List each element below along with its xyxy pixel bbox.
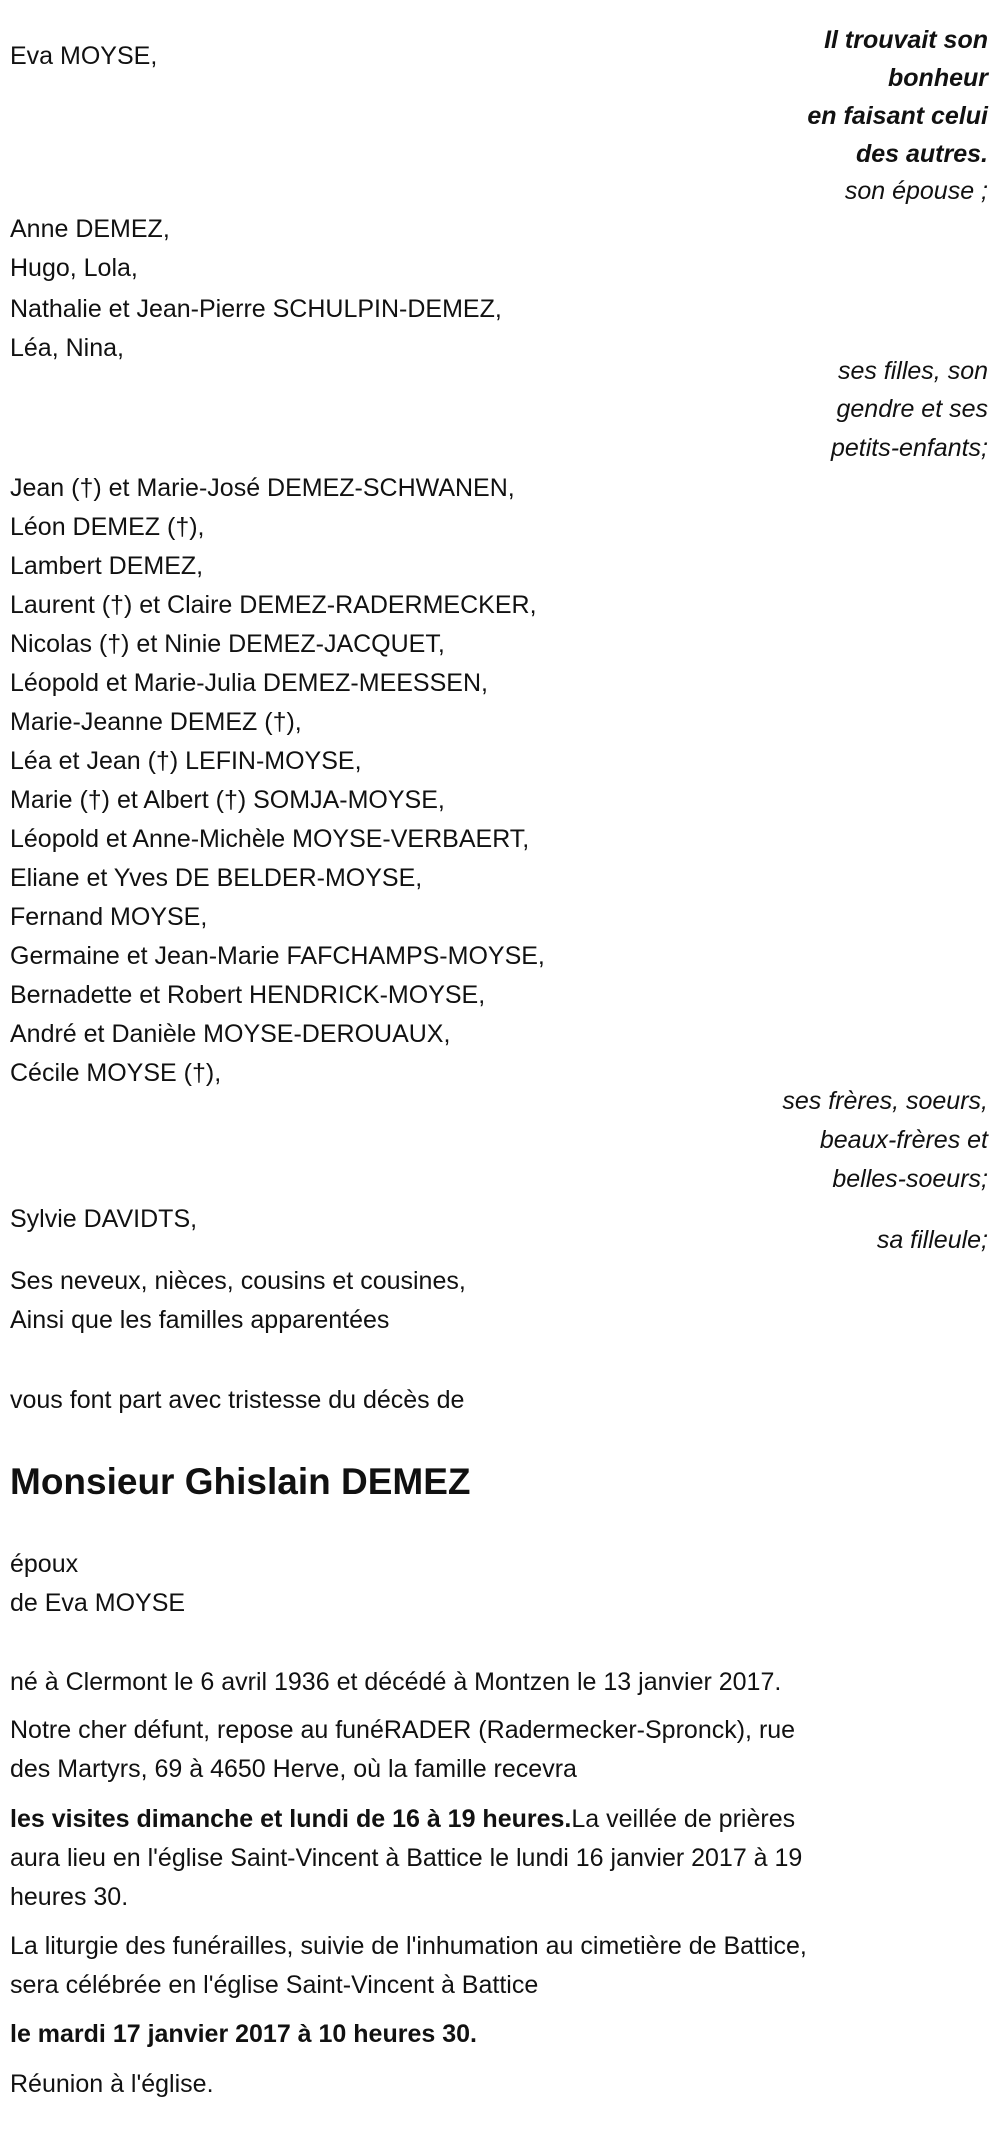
sibling-name: Léopold et Anne-Michèle MOYSE-VERBAERT, [10,825,530,853]
announcement: vous font part avec tristesse du décès de [10,1386,465,1414]
sibling-name: Nicolas (†) et Ninie DEMEZ-JACQUET, [10,630,445,658]
quote-line: bonheur [888,64,988,92]
quote-line: des autres. [855,140,988,168]
children-role: ses filles, son [837,357,988,385]
sibling-name: Eliane et Yves DE BELDER-MOYSE, [10,864,423,892]
visits-hours: les visites dimanche et lundi de 16 à 19 heures. [10,1805,572,1833]
sibling-name: André et Danièle MOYSE-DEROUAUX, [10,1020,451,1048]
sibling-name: Léon DEMEZ (†), [10,513,205,541]
quote-line: en faisant celui [807,102,988,130]
funeral-date: le mardi 17 janvier 2017 à 10 heures 30. [10,2020,477,2048]
sibling-name: Laurent (†) et Claire DEMEZ-RADERMECKER, [10,591,537,619]
siblings-role: belles-soeurs; [832,1165,988,1193]
sibling-name: Cécile MOYSE (†), [10,1059,222,1087]
husband-of: époux [10,1550,79,1578]
rest-info: des Martyrs, 69 à 4650 Herve, où la famille recevra [10,1755,577,1783]
godchild-role: sa filleule; [876,1226,988,1254]
liturgy-text: La liturgie des funérailles, suivie de l'inhumation au cimetière de Battice, [10,1932,807,1960]
child-name: Léa, Nina, [10,334,124,362]
sibling-name: Léa et Jean (†) LEFIN-MOYSE, [10,747,362,775]
sibling-name: Fernand MOYSE, [10,903,208,931]
vigil-text: heures 30. [10,1883,129,1911]
sibling-name: Léopold et Marie-Julia DEMEZ-MEESSEN, [10,669,488,697]
quote-line: Il trouvait son [824,26,988,54]
vigil-text: aura lieu en l'église Saint-Vincent à Battice le lundi 16 janvier 2017 à 19 [10,1844,803,1872]
husband-of: de Eva MOYSE [10,1589,186,1617]
siblings-role: beaux-frères et [819,1126,988,1154]
meeting-info: Réunion à l'église. [10,2070,214,2098]
birth-death: né à Clermont le 6 avril 1936 et décédé à Montzen le 13 janvier 2017. [10,1668,782,1696]
vigil-text: La veillée de prières [571,1805,796,1833]
spouse-name: Eva MOYSE, [10,42,158,70]
child-name: Nathalie et Jean-Pierre SCHULPIN-DEMEZ, [10,295,502,323]
spouse-role: son épouse ; [844,177,988,205]
sibling-name: Lambert DEMEZ, [10,552,204,580]
sibling-name: Bernadette et Robert HENDRICK-MOYSE, [10,981,486,1009]
siblings-role: ses frères, soeurs, [782,1087,988,1115]
deceased-name: Monsieur Ghislain DEMEZ [10,1461,471,1502]
children-role: gendre et ses [836,395,988,423]
child-name: Anne DEMEZ, [10,215,170,243]
liturgy-text: sera célébrée en l'église Saint-Vincent à Battice [10,1971,539,1999]
sibling-name: Marie-Jeanne DEMEZ (†), [10,708,302,736]
sibling-name: Germaine et Jean-Marie FAFCHAMPS-MOYSE, [10,942,545,970]
children-role: petits-enfants; [830,434,988,462]
others-line: Ainsi que les familles apparentées [10,1306,390,1334]
godchild-name: Sylvie DAVIDTS, [10,1205,198,1233]
others-line: Ses neveux, nièces, cousins et cousines, [10,1267,466,1295]
sibling-name: Jean (†) et Marie-José DEMEZ-SCHWANEN, [10,474,515,502]
child-name: Hugo, Lola, [10,254,138,282]
rest-info: Notre cher défunt, repose au funéRADER (Radermecker-Spronck), rue [10,1716,796,1744]
sibling-name: Marie (†) et Albert (†) SOMJA-MOYSE, [10,786,445,814]
visits-line [10,1804,795,1834]
